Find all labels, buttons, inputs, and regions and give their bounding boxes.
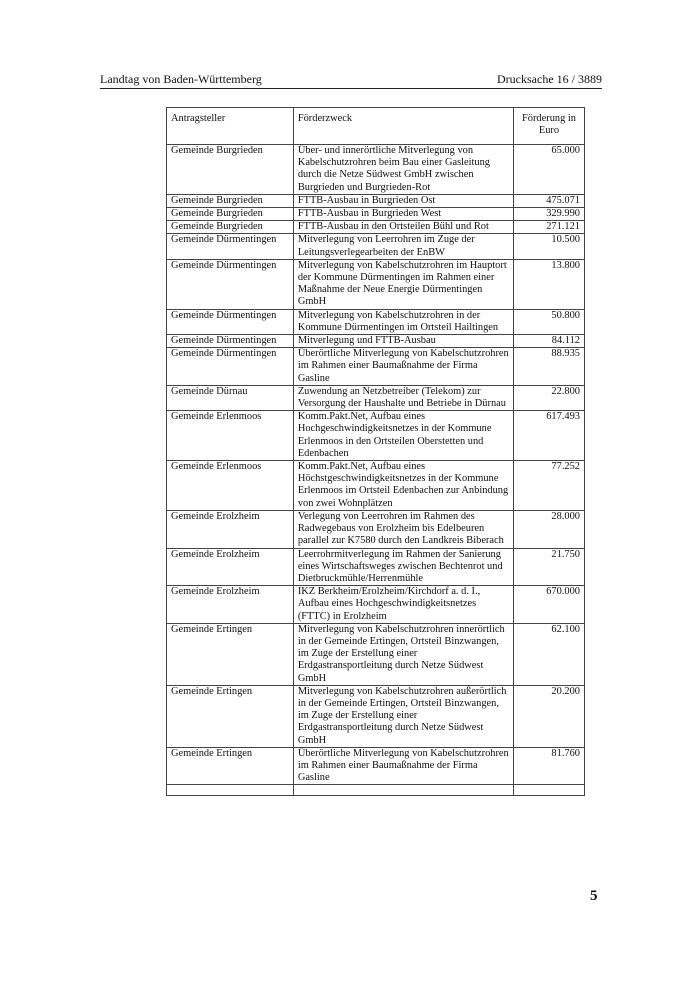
amount-cell: 670.000 [513,586,584,624]
applicant-cell: Gemeinde Erolzheim [167,510,294,548]
empty-cell [167,785,294,796]
purpose-cell: Komm.Pakt.Net, Aufbau eines Hochgeschwindigkeitsnetzes in der Kommune Erlenmoos in den Ortsteilen Oberstetten und Edenbachen [293,411,513,461]
applicant-cell: Gemeinde Burgrieden [167,221,294,234]
column-header-applicant: Antragsteller [167,108,294,145]
table-row-empty [167,785,585,796]
applicant-cell: Gemeinde Burgrieden [167,145,294,195]
table-row [167,548,585,586]
applicant-cell: Gemeinde Ertingen [167,623,294,685]
purpose-cell: FTTB-Ausbau in den Ortsteilen Bühl und Rot [293,221,513,234]
amount-cell: 84.112 [513,335,584,348]
applicant-cell: Gemeinde Erolzheim [167,586,294,624]
table-row [167,411,585,461]
table-row [167,747,585,785]
amount-cell: 13.800 [513,259,584,309]
purpose-cell: Mitverlegung von Leerrohren im Zuge der Leitungsverlegearbeiten der EnBW [293,234,513,259]
column-header-purpose: Förderzweck [293,108,513,145]
purpose-cell: Zuwendung an Netzbetreiber (Telekom) zur Versorgung der Haushalte und Betriebe in Dürnau [293,385,513,410]
table-row [167,385,585,410]
applicant-cell: Gemeinde Ertingen [167,685,294,747]
applicant-cell: Gemeinde Dürnau [167,385,294,410]
purpose-cell: Überörtliche Mitverlegung von Kabelschutzrohren im Rahmen einer Baumaßnahme der Firma Gasline [293,747,513,785]
table-row [167,685,585,747]
amount-cell: 22.800 [513,385,584,410]
purpose-cell: Mitverlegung von Kabelschutzrohren in der Kommune Dürmentingen im Ortsteil Hailtingen [293,309,513,334]
amount-cell: 65.000 [513,145,584,195]
purpose-cell: Mitverlegung von Kabelschutzrohren innerörtlich in der Gemeinde Ertingen, Ortsteil Binzwangen, im Zuge der Erstellung einer Erdgastransportleitung durch Netze Südwest GmbH [293,623,513,685]
page-number: 5 [590,888,598,904]
purpose-cell: IKZ Berkheim/Erolzheim/Kirchdorf a. d. I., Aufbau eines Hochgeschwindigkeitsnetzes (FTTC) in Erolzheim [293,586,513,624]
applicant-cell: Gemeinde Erlenmoos [167,461,294,511]
applicant-cell: Gemeinde Burgrieden [167,194,294,207]
purpose-cell: FTTB-Ausbau in Burgrieden West [293,208,513,221]
empty-cell [513,785,584,796]
table-row [167,510,585,548]
column-header-amount: Förderung in Euro [513,108,584,145]
page-header [100,70,602,89]
amount-cell: 21.750 [513,548,584,586]
applicant-cell: Gemeinde Ertingen [167,747,294,785]
amount-cell: 271.121 [513,221,584,234]
applicant-cell: Gemeinde Erlenmoos [167,411,294,461]
applicant-cell: Gemeinde Erolzheim [167,548,294,586]
amount-cell: 88.935 [513,348,584,386]
table-header-row [167,108,585,145]
amount-cell: 475.071 [513,194,584,207]
purpose-cell: Überörtliche Mitverlegung von Kabelschutzrohren im Rahmen einer Baumaßnahme der Firma Gasline [293,348,513,386]
purpose-cell: Komm.Pakt.Net, Aufbau eines Höchstgeschwindigkeitsnetzes in der Kommune Erlenmoos im Ortsteil Edenbachen zur Anbindung von zwei Wohnplätzen [293,461,513,511]
amount-cell: 28.000 [513,510,584,548]
purpose-cell: Über- und innerörtliche Mitverlegung von Kabelschutzrohren beim Bau einer Gasleitung durch die Netze Südwest GmbH zwischen Burgrieden und Burgrieden-Rot [293,145,513,195]
purpose-cell: FTTB-Ausbau in Burgrieden Ost [293,194,513,207]
applicant-cell: Gemeinde Dürmentingen [167,259,294,309]
table-row [167,194,585,207]
table-row [167,623,585,685]
funding-table [166,107,585,796]
empty-cell [293,785,513,796]
purpose-cell: Mitverlegung von Kabelschutzrohren außerörtlich in der Gemeinde Ertingen, Ortsteil Binzwangen, im Zuge der Erstellung einer Erdgastransportleitung durch Netze Südwest GmbH [293,685,513,747]
applicant-cell: Gemeinde Burgrieden [167,208,294,221]
purpose-cell: Mitverlegung von Kabelschutzrohren im Hauptort der Kommune Dürmentingen im Rahmen einer Maßnahme der Neue Energie Dürmentingen GmbH [293,259,513,309]
amount-cell: 617.493 [513,411,584,461]
amount-cell: 20.200 [513,685,584,747]
table-row [167,461,585,511]
table-row [167,259,585,309]
amount-cell: 62.100 [513,623,584,685]
table-row [167,221,585,234]
header-right: Drucksache 16 / 3889 [497,72,602,86]
applicant-cell: Gemeinde Dürmentingen [167,335,294,348]
applicant-cell: Gemeinde Dürmentingen [167,234,294,259]
table-row [167,348,585,386]
purpose-cell: Mitverlegung und FTTB-Ausbau [293,335,513,348]
amount-cell: 50.800 [513,309,584,334]
table-row [167,309,585,334]
applicant-cell: Gemeinde Dürmentingen [167,348,294,386]
amount-cell: 329.990 [513,208,584,221]
purpose-cell: Verlegung von Leerrohren im Rahmen des Radwegebaus von Erolzheim bis Edelbeuren parallel zur K7580 durch den Landkreis Biberach [293,510,513,548]
header-left: Landtag von Baden-Württemberg [100,72,262,86]
table-row [167,234,585,259]
applicant-cell: Gemeinde Dürmentingen [167,309,294,334]
amount-cell: 10.500 [513,234,584,259]
table-row [167,335,585,348]
amount-cell: 81.760 [513,747,584,785]
table-row [167,586,585,624]
table-row [167,208,585,221]
table-body [167,145,585,796]
table-row [167,145,585,195]
amount-cell: 77.252 [513,461,584,511]
purpose-cell: Leerrohrmitverlegung im Rahmen der Sanierung eines Wirtschaftsweges zwischen Bechtenrot und Dietbruckmühle/Herrenmühle [293,548,513,586]
